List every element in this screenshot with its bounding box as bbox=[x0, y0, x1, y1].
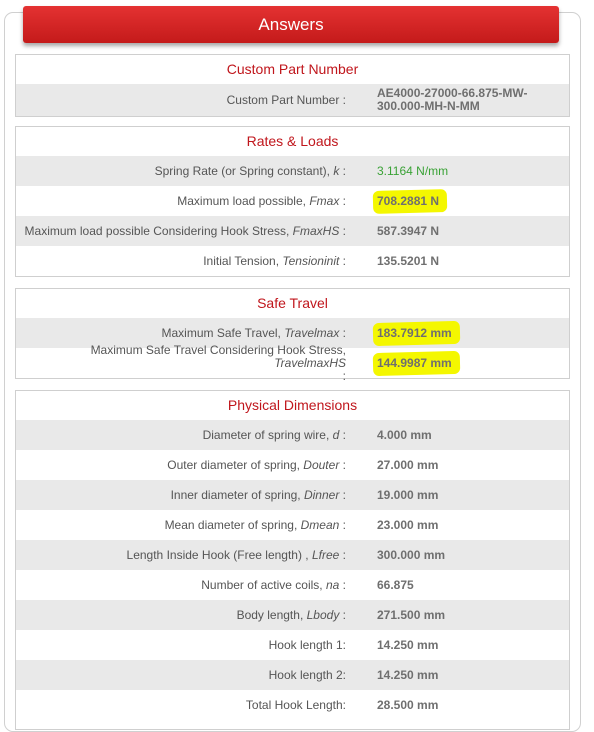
row-label: Maximum load possible, Fmax : bbox=[177, 194, 346, 208]
section-custom-part-number bbox=[15, 54, 570, 117]
row-label: Number of active coils, na : bbox=[201, 578, 346, 592]
row-label: Spring Rate (or Spring constant), k : bbox=[154, 164, 346, 178]
row-label: Inner diameter of spring, Dinner : bbox=[170, 488, 346, 502]
answers-header: Answers bbox=[23, 6, 559, 43]
row-label: Maximum Safe Travel, Travelmax : bbox=[161, 326, 346, 340]
highlight-mark: 183.7912 mm bbox=[377, 326, 452, 340]
hook-length-2-value: 14.250 mm bbox=[377, 668, 439, 682]
max-safe-travel-hook-stress-value bbox=[361, 356, 452, 370]
table-row bbox=[16, 186, 569, 216]
table-row bbox=[16, 84, 569, 116]
highlight-mark: 708.2881 N bbox=[377, 194, 440, 208]
table-row bbox=[16, 246, 569, 276]
row-label: Initial Tension, Tensioninit : bbox=[203, 254, 346, 268]
row-label: Maximum load possible Considering Hook Stress, FmaxHS : bbox=[24, 224, 346, 238]
table-row bbox=[16, 156, 569, 186]
section-physical-dimensions bbox=[15, 390, 570, 730]
row-label: Length Inside Hook (Free length) , Lfree : bbox=[126, 548, 346, 562]
wire-diameter-value: 4.000 mm bbox=[377, 428, 432, 442]
active-coils-value: 66.875 bbox=[377, 578, 414, 592]
section-rates-loads bbox=[15, 126, 570, 277]
highlight-mark: 144.9987 mm bbox=[377, 356, 452, 370]
custom-part-number-value: AE4000-27000-66.875-MW-300.000-MH-N-MM bbox=[377, 86, 528, 113]
section-safe-travel bbox=[15, 288, 570, 383]
table-row bbox=[16, 600, 569, 630]
row-label: Mean diameter of spring, Dmean : bbox=[164, 518, 346, 532]
max-load-value bbox=[361, 194, 439, 208]
section-title: Safe Travel bbox=[257, 295, 328, 311]
body-length-value: 271.500 mm bbox=[377, 608, 446, 622]
section-title: Rates & Loads bbox=[246, 133, 339, 149]
table-row bbox=[16, 342, 569, 383]
row-label: Total Hook Length: bbox=[245, 698, 346, 712]
inner-diameter-value: 19.000 mm bbox=[377, 488, 439, 502]
table-row bbox=[16, 510, 569, 540]
table-row bbox=[16, 540, 569, 570]
section-title: Custom Part Number bbox=[226, 61, 359, 77]
table-row bbox=[16, 660, 569, 690]
mean-diameter-value: 23.000 mm bbox=[377, 518, 439, 532]
row-label: Custom Part Number : bbox=[226, 93, 346, 107]
initial-tension-value: 135.5201 N bbox=[377, 254, 440, 268]
spring-rate-value: 3.1164 N/mm bbox=[377, 164, 449, 178]
table-row bbox=[16, 420, 569, 450]
row-label: Hook length 2: bbox=[268, 668, 346, 682]
section-title: Physical Dimensions bbox=[227, 397, 358, 413]
outer-diameter-value: 27.000 mm bbox=[377, 458, 439, 472]
table-row bbox=[16, 630, 569, 660]
row-label: Diameter of spring wire, d : bbox=[202, 428, 346, 442]
row-label: Body length, Lbody : bbox=[236, 608, 346, 622]
table-row bbox=[16, 480, 569, 510]
max-safe-travel-value bbox=[361, 326, 452, 340]
free-length-value: 300.000 mm bbox=[377, 548, 446, 562]
table-row bbox=[16, 570, 569, 600]
hook-length-1-value: 14.250 mm bbox=[377, 638, 439, 652]
table-row bbox=[16, 216, 569, 246]
max-load-hook-stress-value: 587.3947 N bbox=[377, 224, 440, 238]
total-hook-length-value: 28.500 mm bbox=[377, 698, 439, 712]
row-label: Outer diameter of spring, Douter : bbox=[167, 458, 346, 472]
row-label: Hook length 1: bbox=[268, 638, 346, 652]
table-row bbox=[16, 450, 569, 480]
row-label: Maximum Safe Travel Considering Hook Stress, TravelmaxHS : bbox=[90, 342, 346, 383]
